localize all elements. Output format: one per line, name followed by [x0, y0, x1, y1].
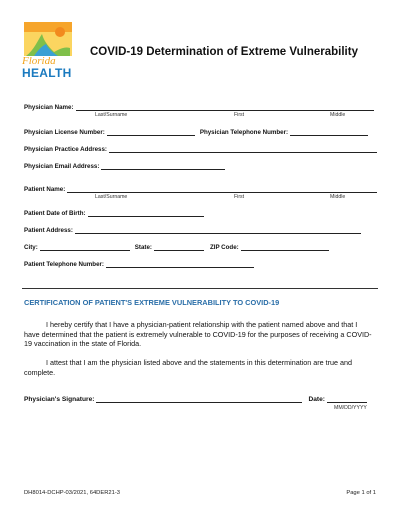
physician-practice-address-row — [24, 145, 377, 153]
physician-license-label: Physician License Number: — [24, 129, 105, 136]
physician-telephone-field[interactable] — [290, 128, 368, 136]
date-label: Date: — [308, 396, 325, 403]
physician-name-row — [24, 103, 374, 111]
physician-name-sub-last: Last/Surname — [95, 112, 128, 118]
patient-name-sub-first: First — [234, 194, 245, 200]
physician-practice-address-label: Physician Practice Address: — [24, 146, 107, 153]
physician-name-field[interactable] — [76, 103, 374, 111]
patient-name-label: Patient Name: — [24, 186, 66, 193]
patient-zip-field[interactable] — [241, 243, 329, 251]
physician-telephone-label: Physician Telephone Number: — [199, 129, 289, 136]
patient-dob-row — [24, 209, 204, 217]
physician-practice-address-field[interactable] — [109, 145, 377, 153]
patient-name-field[interactable] — [67, 185, 377, 193]
form-identifier: DH8014-DCHP-03/2021, 64DER21-3 — [24, 490, 121, 496]
physician-license-field[interactable] — [107, 128, 195, 136]
logo-florida-text: Florida — [22, 55, 56, 67]
patient-name-sub-middle: Middle — [330, 194, 346, 200]
certification-heading: CERTIFICATION OF PATIENT'S EXTREME VULNERABILITY TO COVID-19 — [24, 298, 280, 307]
logo-health-text: HEALTH — [22, 66, 72, 80]
certification-paragraph-1: I hereby certify that I have a physician-patient relationship with the patient named above and that I have determined that the patient is extremely vulnerable to COVID-19 for the purposes of receiving a COVID-19 vaccination in the state of Florida. — [24, 320, 372, 349]
physician-name-sub-first: First — [234, 112, 245, 118]
logo-wordmark — [22, 56, 82, 79]
patient-dob-label: Patient Date of Birth: — [24, 210, 86, 217]
patient-telephone-field[interactable] — [106, 260, 254, 268]
patient-city-state-zip-row — [24, 243, 329, 251]
section-divider — [22, 288, 378, 289]
patient-address-row — [24, 226, 361, 234]
patient-name-sub-last: Last/Surname — [95, 194, 128, 200]
certification-paragraph-2: I attest that I am the physician listed above and the statements in this determination are true and complete. — [24, 358, 353, 377]
patient-telephone-row — [24, 260, 254, 268]
physician-name-sub-middle: Middle — [330, 112, 346, 118]
physician-name-label: Physician Name: — [24, 104, 74, 111]
physician-email-row — [24, 162, 225, 170]
patient-state-field[interactable] — [154, 243, 204, 251]
patient-city-field[interactable] — [40, 243, 130, 251]
patient-address-field[interactable] — [75, 226, 361, 234]
date-field[interactable] — [327, 395, 367, 403]
signature-row — [24, 395, 367, 403]
patient-name-row — [24, 185, 377, 193]
patient-address-label: Patient Address: — [24, 227, 73, 234]
patient-state-label: State: — [134, 244, 152, 251]
date-format-hint: MM/DD/YYYY — [334, 405, 367, 411]
physician-email-label: Physician Email Address: — [24, 163, 100, 170]
signature-field[interactable] — [96, 395, 302, 403]
page-number: Page 1 of 1 — [346, 490, 376, 496]
patient-dob-field[interactable] — [88, 209, 204, 217]
physician-license-row — [24, 128, 368, 136]
physician-email-field[interactable] — [101, 162, 225, 170]
patient-city-label: City: — [24, 244, 38, 251]
page-title: COVID-19 Determination of Extreme Vulnerability — [90, 46, 358, 58]
signature-label: Physician's Signature: — [24, 396, 95, 403]
patient-telephone-label: Patient Telephone Number: — [24, 261, 104, 268]
patient-zip-label: ZIP Code: — [209, 244, 239, 251]
